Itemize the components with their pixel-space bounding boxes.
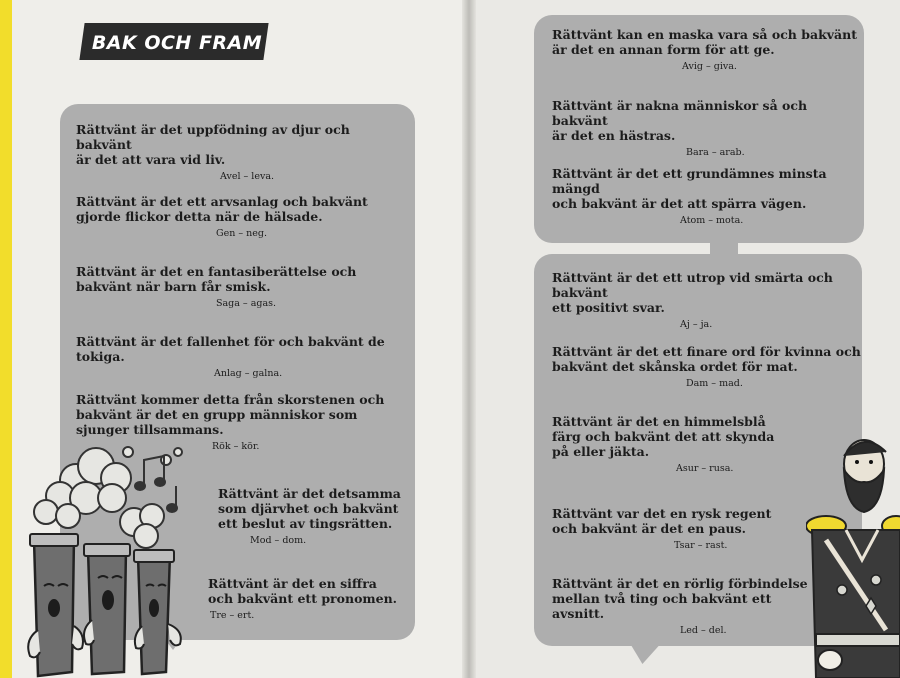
riddle-question: Rättvänt kan en maska vara så och bakvänt är det en annan form för att ge. [552,27,857,57]
riddle-answer: Dam – mad. [686,378,743,389]
riddle-answer: Atom – mota. [680,215,744,226]
riddle-answer: Asur – rusa. [676,463,734,474]
riddle-entry [76,334,411,380]
riddle-question: Rättvänt är det en rörlig förbindelse mellan två ting och bakvänt ett avsnitt. [552,576,808,621]
riddle-entry [552,576,812,637]
riddle-answer: Tsar – rast. [674,540,728,551]
riddle-entry [218,486,408,547]
riddle-answer: Anlag – galna. [214,368,283,379]
riddle-entry [76,194,406,240]
riddle-question: Rättvänt är det uppfödning av djur och bakvänt är det att vara vid liv. [76,122,350,167]
riddle-answer: Avig – giva. [682,61,737,72]
riddle-answer: Saga – agas. [216,298,277,309]
riddle-entry [552,344,862,390]
riddle-question: Rättvänt var det en rysk regent och bakvänt är det en paus. [552,506,772,536]
tsar-illustration [806,430,900,678]
riddle-question: Rättvänt är det ett utrop vid smärta och bakvänt ett positivt svar. [552,270,833,315]
riddle-question: Rättvänt kommer detta från skorstenen och bakvänt är det en grupp människor som sjunger tillsammans. [76,392,385,437]
riddle-entry [76,122,406,183]
riddle-entry [76,264,406,310]
riddle-question: Rättvänt är det ett grundämnes minsta mängd och bakvänt är det att spärra vägen. [552,166,827,211]
riddle-answer: Gen – neg. [216,228,267,239]
riddle-question: Rättvänt är nakna människor så och bakvänt är det en hästras. [552,98,808,143]
riddle-question: Rättvänt är det en himmelsblå färg och bakvänt det att skynda på eller jäkta. [552,414,775,459]
riddle-entry [552,166,864,227]
riddle-answer: Mod – dom. [250,535,307,546]
page-title: BAK OCH FRAM [91,32,263,54]
riddle-entry [552,270,862,331]
riddle-entry [552,506,782,552]
book-gutter [462,0,476,678]
riddle-entry [552,98,862,159]
riddle-answer: Avel – leva. [220,171,275,182]
singing-chimneys-illustration [16,440,216,678]
riddle-question: Rättvänt är det en siffra och bakvänt ett pronomen. [208,576,398,606]
riddle-question: Rättvänt är det ett finare ord för kvinna och bakvänt det skånska ordet för mat. [552,344,861,374]
riddle-entry [552,414,782,475]
riddle-question: Rättvänt är det detsamma som djärvhet och bakvänt ett beslut av tingsrätten. [218,486,401,531]
riddle-question: Rättvänt är det ett arvsanlag och bakvänt gjorde flickor detta när de hälsade. [76,194,368,224]
riddle-question: Rättvänt är det en fantasiberättelse och bakvänt när barn får smisk. [76,264,357,294]
riddle-answer: Led – del. [680,625,727,636]
riddle-answer: Bara – arab. [686,147,745,158]
riddle-answer: Tre – ert. [210,610,255,621]
riddle-entry [552,27,862,73]
riddle-question: Rättvänt är det fallenhet för och bakvänt de tokiga. [76,334,385,364]
riddle-answer: Aj – ja. [680,319,713,330]
riddle-entry [208,576,408,622]
riddle-answer: Rök – kör. [212,441,260,452]
